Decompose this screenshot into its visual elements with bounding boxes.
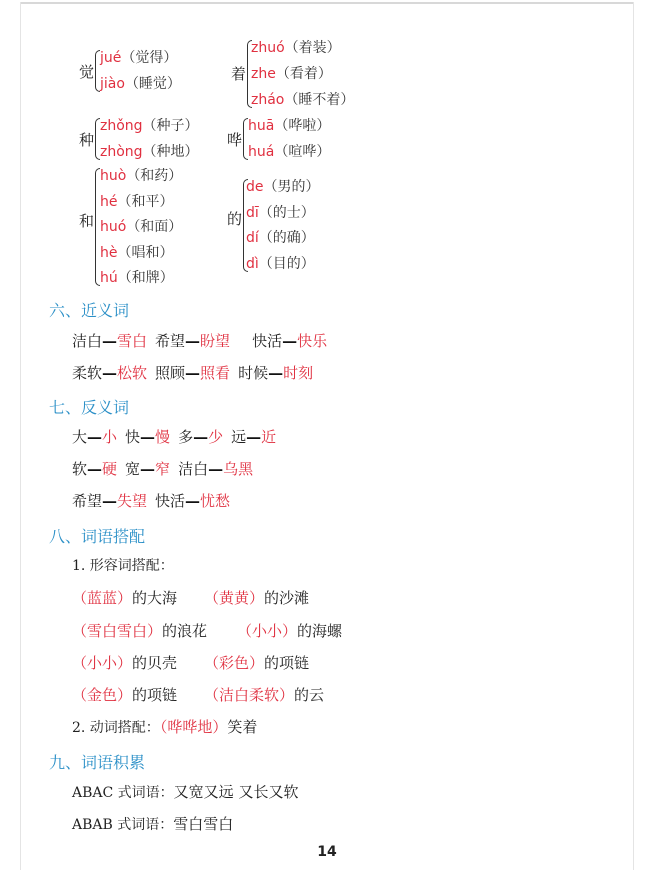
collocation-fill: （雪白雪白） (72, 622, 163, 640)
example-word: （唱和） (117, 244, 174, 261)
page-top-edge (20, 2, 634, 4)
example-word: （觉得） (121, 50, 178, 66)
word-a: 柔软 (72, 364, 103, 382)
polyphone-char: 和 (79, 212, 95, 230)
adjective-row (72, 587, 309, 608)
word-b: 忧愁 (200, 492, 231, 510)
example-word: （和面） (126, 219, 183, 235)
polyphone-entry (100, 192, 174, 211)
polyphone-char: 哗 (227, 131, 243, 149)
word-b: 乌黑 (223, 460, 254, 478)
accumulation-words: 又宽又远 又长又软 (173, 783, 299, 801)
pinyin: huá (248, 144, 275, 160)
collocation-item (72, 652, 204, 673)
word-a: 洁白 (178, 460, 209, 478)
dash: — (208, 460, 224, 478)
example-word: （看着） (275, 66, 332, 82)
polyphone-char: 的 (227, 210, 243, 228)
dash: — (87, 428, 103, 446)
accumulation-label: ABAC 式词语： (72, 785, 174, 801)
pinyin: dī (246, 204, 259, 221)
word-pair (238, 364, 313, 382)
collocation-noun: 的云 (294, 686, 325, 704)
word-pair (72, 332, 147, 350)
synonyms-title: 六、近义词 (49, 301, 130, 320)
example-word: （和牌） (117, 270, 174, 286)
polyphone-char: 着 (231, 65, 247, 83)
word-pair (252, 332, 327, 350)
collocation-noun: 的项链 (264, 654, 310, 672)
antonyms-row (72, 426, 284, 447)
word-b: 盼望 (200, 332, 231, 350)
collocation-item (204, 587, 309, 608)
polyphone-entry (100, 166, 182, 185)
dash: — (185, 492, 201, 510)
word-b: 少 (208, 428, 224, 446)
example-word: （种子） (142, 118, 199, 134)
dash: — (268, 364, 284, 382)
verb-heading: 2. 动词搭配： (72, 720, 160, 736)
word-b: 松软 (117, 364, 148, 382)
word-pair (72, 460, 117, 478)
example-word: （目的） (258, 255, 315, 272)
antonyms-row (72, 458, 261, 479)
pinyin: de (246, 179, 264, 195)
dash: — (185, 332, 201, 350)
accumulation-words: 雪白雪白 (173, 815, 234, 833)
example-word: （喧哗） (274, 144, 331, 160)
pinyin: zhǒng (100, 118, 143, 134)
adjective-row (72, 620, 342, 641)
polyphone-entry (251, 90, 354, 109)
pinyin: zháo (251, 92, 285, 108)
polyphone-entry (248, 142, 330, 161)
verb-noun: 笑着 (227, 718, 258, 736)
collocation-noun: 的浪花 (162, 622, 208, 640)
collocation-fill: （金色） (72, 686, 133, 704)
polyphone-entry (251, 64, 332, 83)
word-pair (178, 460, 253, 478)
example-word: （着装） (284, 40, 341, 56)
collocation-noun: 的沙滩 (264, 589, 310, 607)
word-pair (178, 428, 223, 446)
collocation-fill: （小小） (237, 622, 298, 640)
word-pair (155, 492, 230, 510)
polyphone-entry (100, 142, 199, 161)
collocation-item (204, 652, 309, 673)
example-word: （的士） (258, 204, 315, 221)
dash: — (140, 428, 156, 446)
dash: — (140, 460, 156, 478)
pinyin: jiào (100, 76, 125, 92)
pinyin: dì (246, 255, 259, 272)
verb-fill: （哗哗地） (159, 718, 228, 736)
polyphone-entry (100, 48, 177, 67)
word-pair (72, 492, 147, 510)
polyphone-entry (248, 116, 330, 135)
antonyms-title: 七、反义词 (49, 398, 130, 417)
word-b: 近 (261, 428, 277, 446)
pinyin: huò (100, 168, 127, 184)
word-a: 多 (178, 428, 194, 446)
dash: — (102, 332, 118, 350)
polyphone-entry (246, 254, 315, 273)
dash: — (193, 428, 209, 446)
word-pair (231, 428, 276, 446)
pinyin: huó (100, 219, 127, 235)
polyphone-entry (100, 243, 174, 262)
word-pair (155, 364, 230, 382)
polyphone-entry (100, 116, 199, 135)
synonyms-row (72, 330, 335, 351)
accumulation-row (72, 813, 233, 834)
example-word: （的确） (258, 230, 315, 246)
word-b: 慢 (155, 428, 171, 446)
word-b: 雪白 (117, 332, 148, 350)
collocation-fill: （蓝蓝） (72, 589, 133, 607)
polyphone-entry (100, 268, 174, 287)
word-a: 大 (72, 428, 88, 446)
word-b: 窄 (155, 460, 171, 478)
example-word: （哗啦） (274, 118, 331, 134)
word-a: 快活 (155, 492, 186, 510)
word-a: 时候 (238, 364, 269, 382)
pinyin: huā (248, 118, 275, 134)
dash: — (102, 364, 118, 382)
collocation-item (72, 684, 204, 705)
word-a: 快 (125, 428, 141, 446)
accumulation-row (72, 781, 298, 802)
antonyms-row (72, 490, 238, 511)
page-right-edge (633, 2, 634, 870)
word-b: 硬 (102, 460, 118, 478)
adjective-row (72, 652, 309, 673)
page-left-edge (20, 2, 21, 870)
word-a: 希望 (155, 332, 186, 350)
polyphone-char: 觉 (79, 63, 95, 81)
adjective-heading: 1. 形容词搭配： (72, 558, 174, 574)
polyphone-entry (246, 177, 320, 196)
pinyin: hè (100, 244, 118, 261)
synonyms-row (72, 362, 321, 383)
collocations-title: 八、词语搭配 (49, 527, 146, 546)
word-a: 软 (72, 460, 88, 478)
accumulation-title: 九、词语积累 (49, 753, 146, 772)
collocation-fill: （黄黄） (204, 589, 265, 607)
collocation-fill: （小小） (72, 654, 133, 672)
collocation-noun: 的海螺 (297, 622, 343, 640)
word-b: 失望 (117, 492, 148, 510)
example-word: （和药） (126, 168, 183, 184)
accumulation-label: ABAB 式词语： (72, 817, 174, 833)
dash: — (185, 364, 201, 382)
word-a: 快活 (252, 332, 283, 350)
example-word: （睡不着） (284, 92, 355, 108)
polyphone-entry (246, 203, 315, 222)
word-pair (125, 460, 170, 478)
example-word: （男的） (263, 179, 320, 195)
polyphone-entry (251, 38, 341, 57)
pinyin: dí (246, 230, 259, 246)
word-b: 快乐 (297, 332, 328, 350)
verb-row (72, 716, 257, 737)
collocation-fill: （洁白柔软） (204, 686, 295, 704)
collocation-item (72, 587, 204, 608)
pinyin: zhe (251, 66, 276, 82)
example-word: （种地） (142, 144, 199, 160)
pinyin: zhuó (251, 40, 285, 56)
collocation-item (204, 684, 324, 705)
word-b: 时刻 (283, 364, 314, 382)
word-a: 照顾 (155, 364, 186, 382)
pinyin: hú (100, 270, 118, 286)
page-number: 14 (317, 844, 337, 860)
adjective-row (72, 684, 324, 705)
word-a: 希望 (72, 492, 103, 510)
example-word: （睡觉） (124, 76, 181, 92)
word-b: 照看 (200, 364, 231, 382)
word-pair (125, 428, 170, 446)
dash: — (246, 428, 262, 446)
polyphone-entry (100, 74, 181, 93)
example-word: （和平） (117, 193, 174, 210)
word-a: 宽 (125, 460, 141, 478)
polyphone-entry (100, 217, 182, 236)
polyphone-char: 种 (79, 131, 95, 149)
collocation-item (72, 620, 237, 641)
dash: — (282, 332, 298, 350)
polyphone-entry (246, 228, 315, 247)
dash: — (87, 460, 103, 478)
collocation-item (237, 620, 342, 641)
word-pair (155, 332, 230, 350)
collocation-noun: 的贝壳 (132, 654, 178, 672)
pinyin: hé (100, 193, 118, 210)
word-a: 洁白 (72, 332, 103, 350)
collocation-noun: 的大海 (132, 589, 178, 607)
word-pair (72, 364, 147, 382)
dash: — (102, 492, 118, 510)
collocation-fill: （彩色） (204, 654, 265, 672)
word-pair (72, 428, 117, 446)
pinyin: jué (100, 50, 122, 66)
word-b: 小 (102, 428, 118, 446)
word-a: 远 (231, 428, 247, 446)
collocation-noun: 的项链 (132, 686, 178, 704)
pinyin: zhòng (100, 144, 143, 160)
